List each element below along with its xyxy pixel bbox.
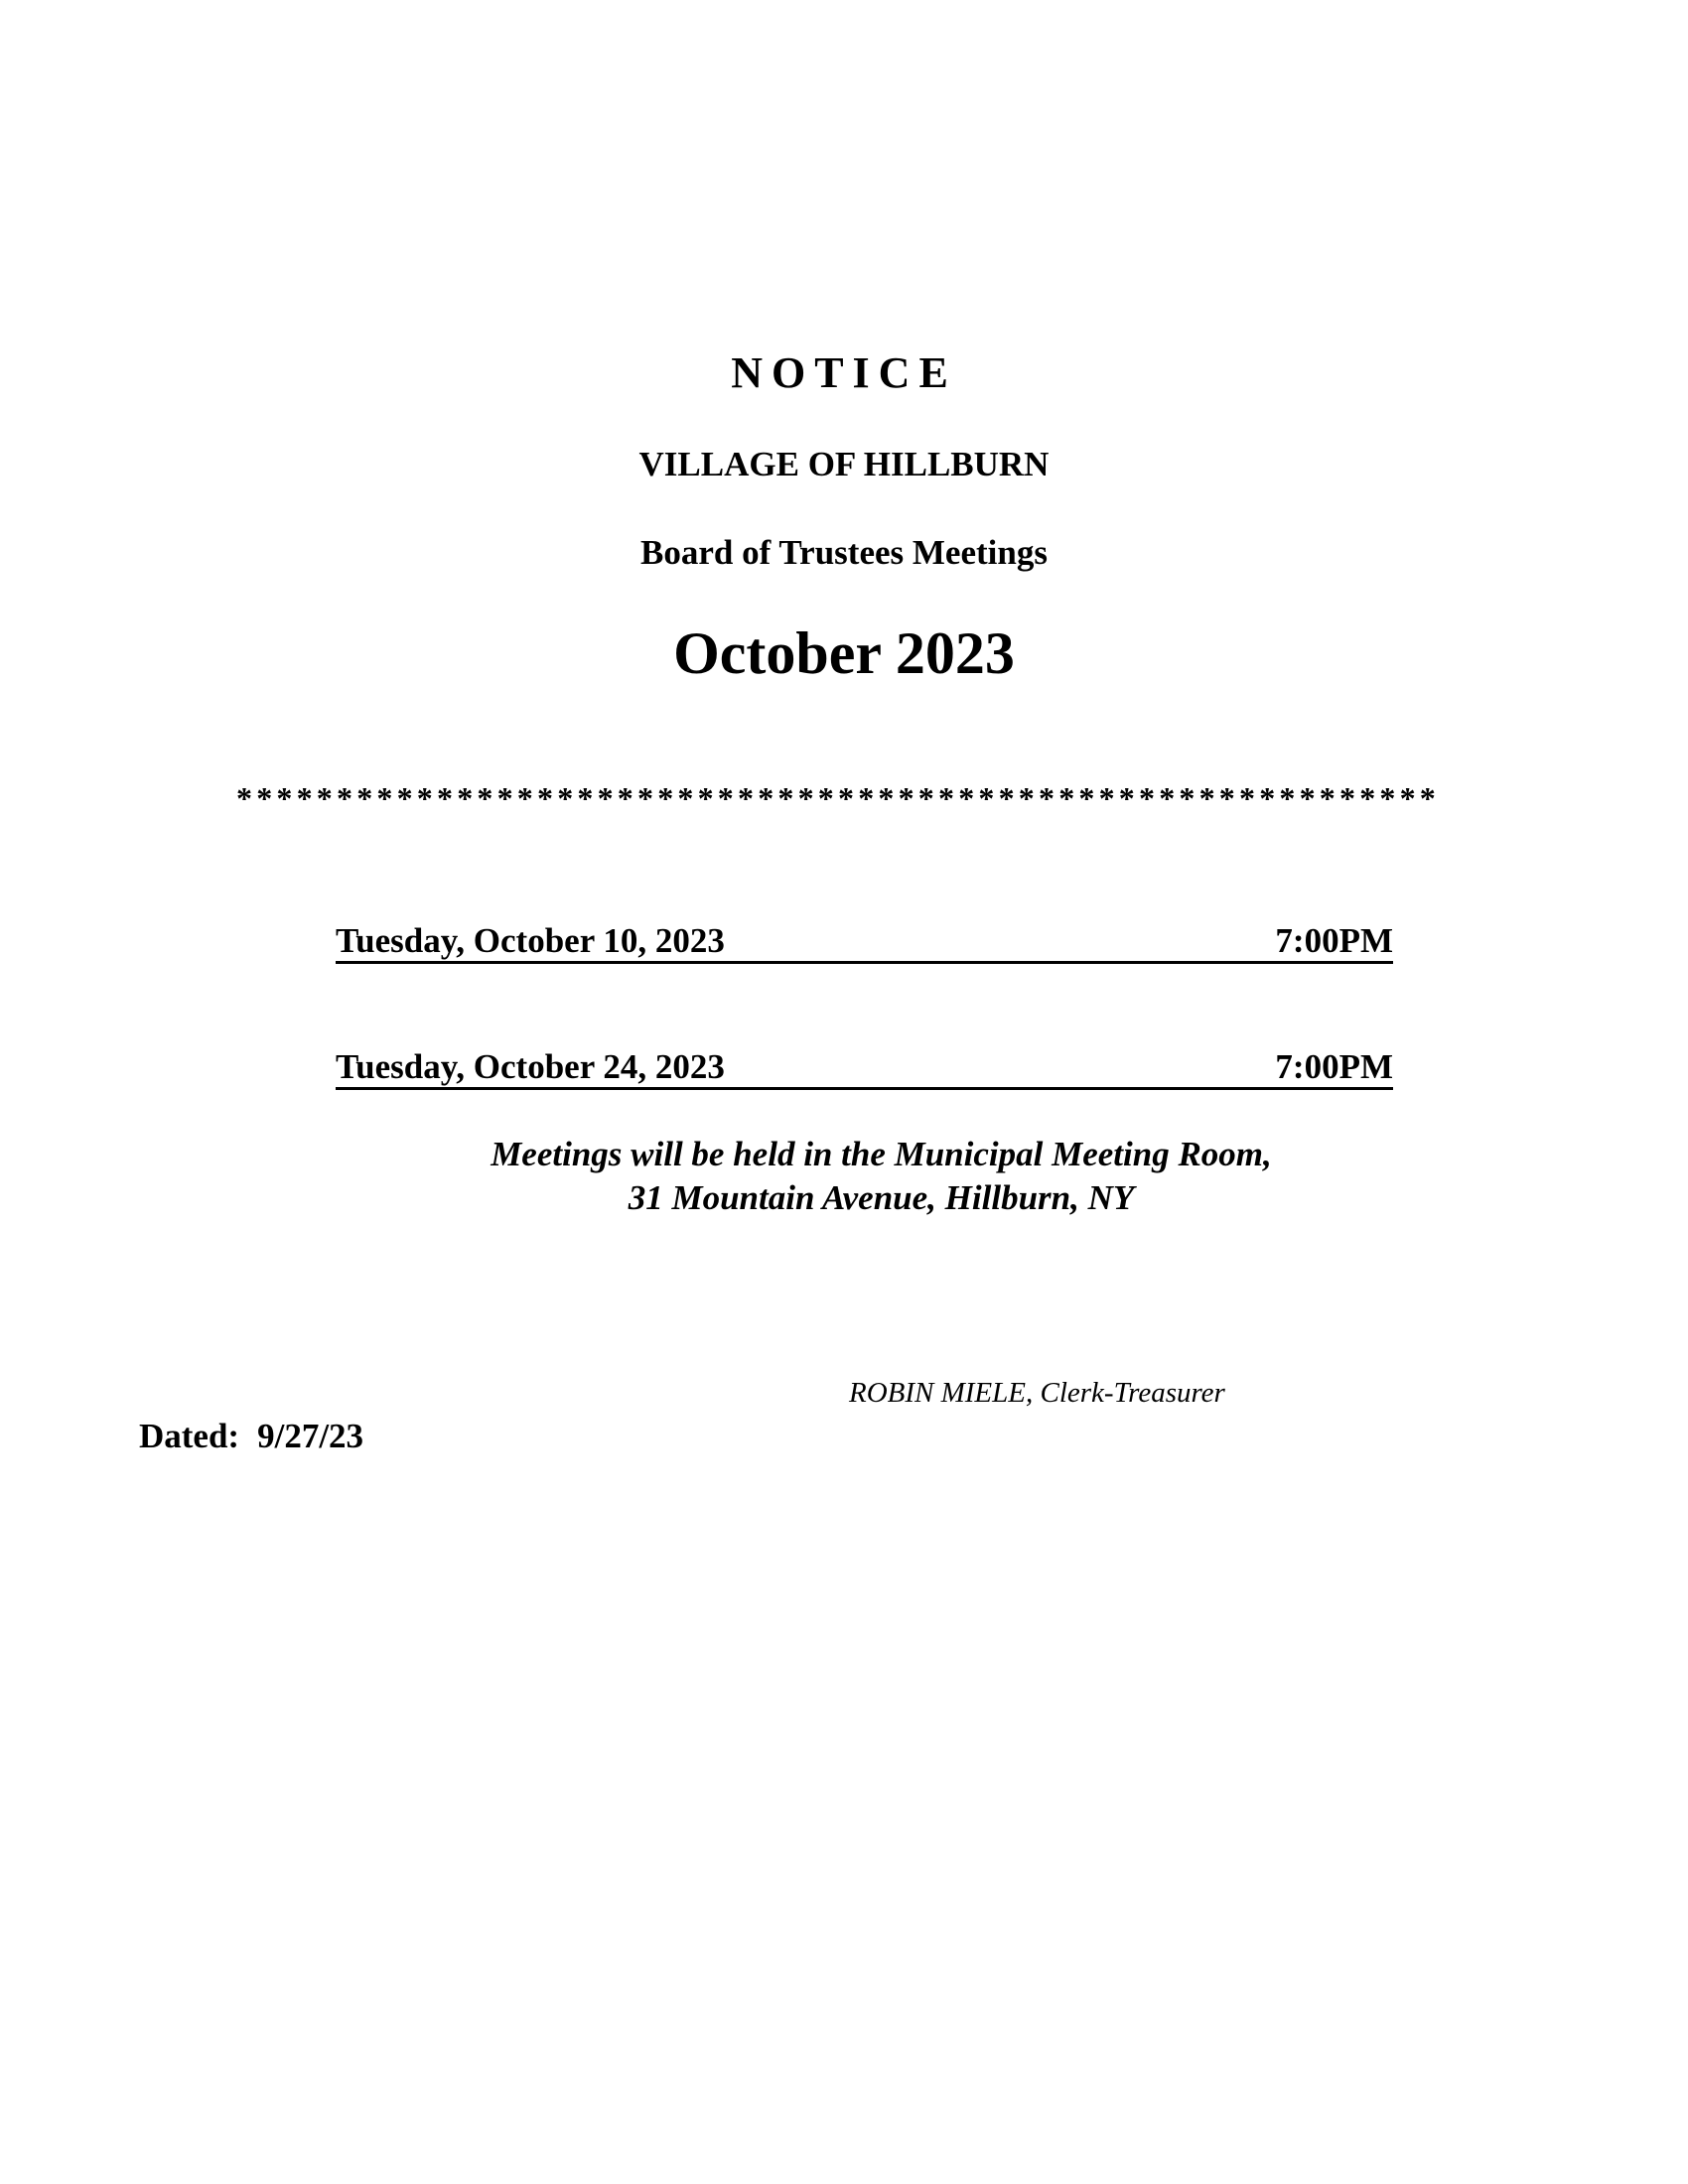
location-line-2: 31 Mountain Avenue, Hillburn, NY xyxy=(628,1178,1135,1217)
clerk-signature: ROBIN MIELE, Clerk-Treasurer xyxy=(849,1377,1225,1409)
month-heading: October 2023 xyxy=(673,620,1015,686)
location-line-1: Meetings will be held in the Municipal Meeting Room, xyxy=(491,1135,1272,1173)
dated-value: 9/27/23 xyxy=(257,1417,364,1455)
meeting-row xyxy=(336,921,1393,964)
meeting-row xyxy=(336,1047,1393,1090)
meeting-date: Tuesday, October 10, 2023 xyxy=(336,921,725,960)
dated-label: Dated: xyxy=(139,1417,240,1455)
board-name: Board of Trustees Meetings xyxy=(640,533,1048,572)
notice-heading: NOTICE xyxy=(731,348,957,397)
asterisk-separator: ************************************************************ xyxy=(236,780,1440,816)
dated-line xyxy=(139,1417,363,1456)
meeting-time: 7:00PM xyxy=(1275,1047,1393,1086)
meeting-time: 7:00PM xyxy=(1275,921,1393,960)
village-name: VILLAGE OF HILLBURN xyxy=(638,445,1050,483)
meeting-date: Tuesday, October 24, 2023 xyxy=(336,1047,725,1086)
